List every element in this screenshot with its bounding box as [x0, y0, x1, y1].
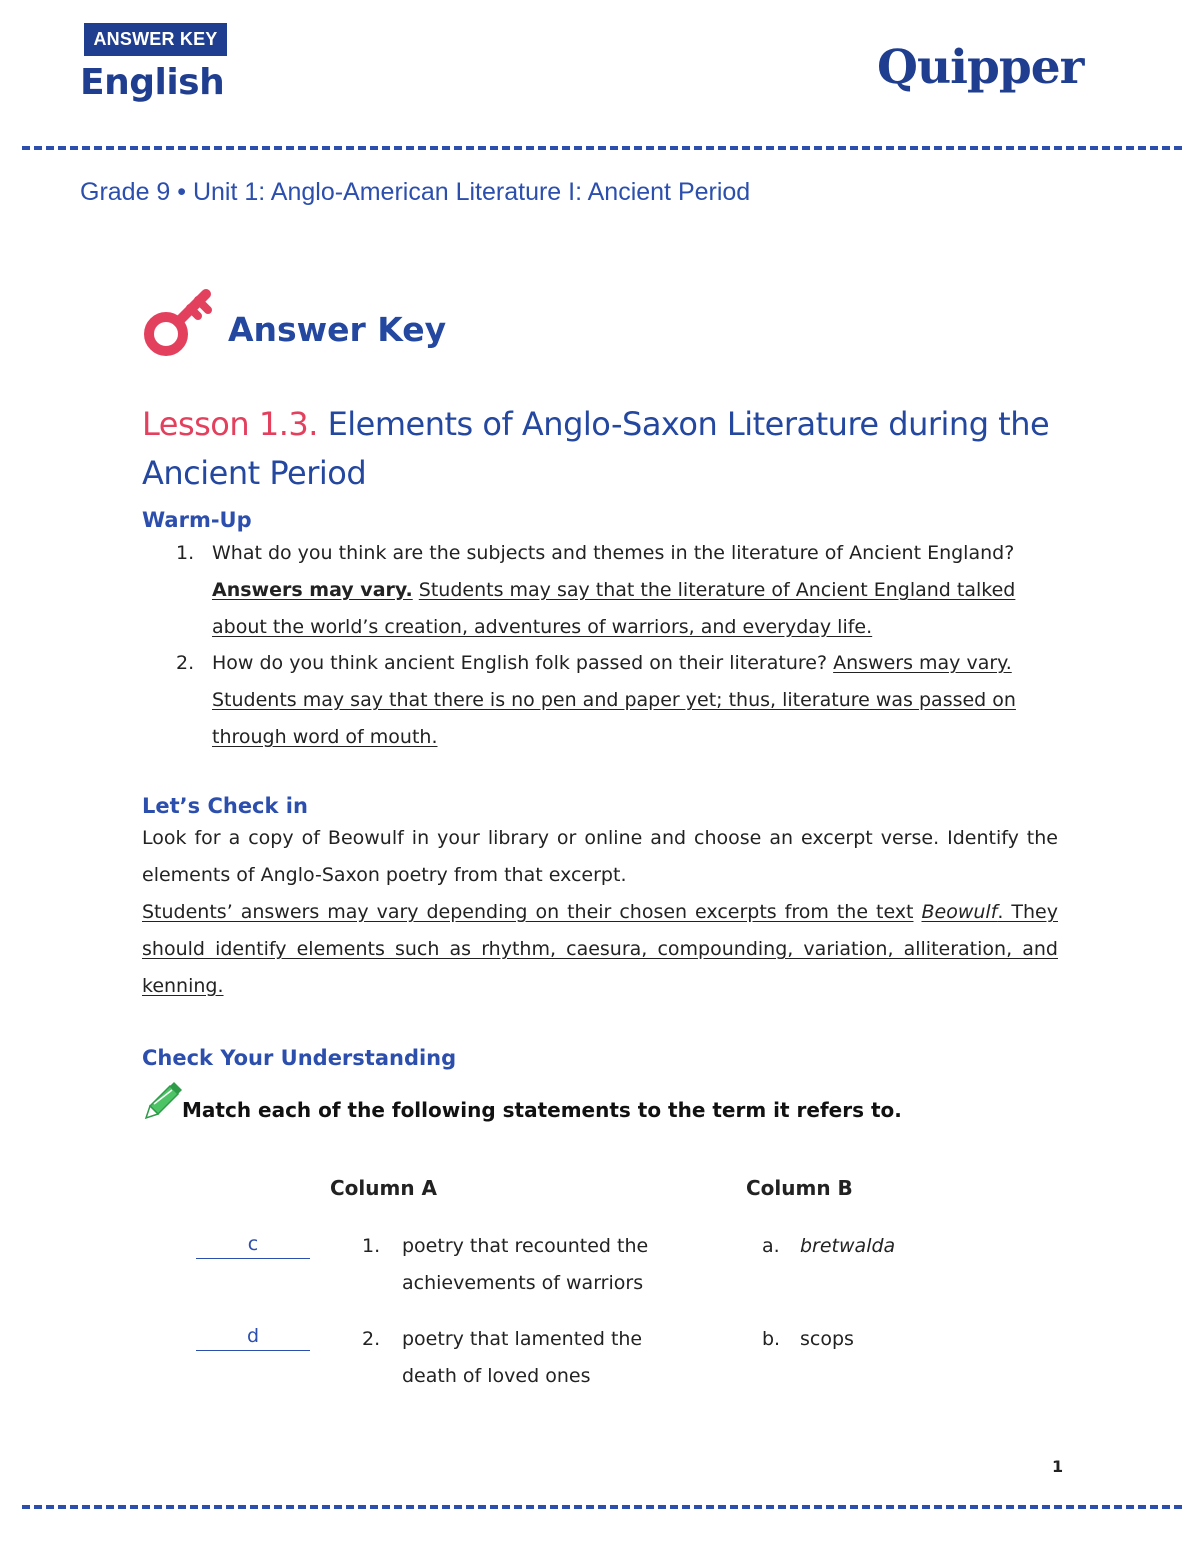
answer-blank: c: [196, 1232, 310, 1259]
answer-blank: d: [196, 1324, 310, 1351]
statement-line: achievements of warriors: [402, 1272, 644, 1294]
answer-key-badge: ANSWER KEY: [84, 23, 227, 56]
term-text: scops: [800, 1328, 854, 1350]
statement-number: 1.: [362, 1235, 381, 1257]
lesson-number: Lesson 1.3.: [142, 405, 318, 443]
statement-line: poetry that lamented the: [402, 1328, 643, 1350]
item-number: 1.: [176, 542, 195, 564]
column-a-heading: Column A: [330, 1176, 438, 1200]
quipper-logo: Quipper: [877, 40, 1084, 95]
page-number: 1: [1052, 1457, 1064, 1476]
check-in-answer: [142, 894, 1058, 1005]
footer-divider: [22, 1505, 1182, 1509]
statement-line: death of loved ones: [402, 1365, 591, 1387]
column-b-heading: Column B: [746, 1176, 853, 1200]
answer-key-title: Answer Key: [228, 310, 447, 349]
answer-title: Beowulf: [921, 901, 998, 923]
check-in-heading: Let’s Check in: [142, 794, 308, 818]
warmup-item: [176, 645, 1056, 757]
answer-text: Students may say that the literature of Ancient England talked about the world’s creation, adventures of warriors, and everyday life.: [212, 579, 1016, 638]
match-instruction: Match each of the following statements to the term it refers to.: [182, 1098, 902, 1122]
question-text: How do you think ancient English folk passed on their literature?: [212, 652, 828, 674]
lesson-name: Elements of Anglo-Saxon Literature during the Ancient Period: [142, 405, 1050, 492]
question-text: What do you think are the subjects and themes in the literature of Ancient England?: [212, 542, 1015, 564]
term-letter: a.: [762, 1235, 780, 1257]
answer-text: Students may say that there is no pen and paper yet; thus, literature was passed on through word of mouth.: [212, 689, 1016, 748]
answer-lead: Answers may vary.: [833, 652, 1012, 674]
statement-number: 2.: [362, 1328, 381, 1350]
check-in-prompt: Look for a copy of Beowulf in your library or online and choose an excerpt verse. Identify the elements of Anglo-Saxon poetry from that excerpt.: [142, 827, 1058, 886]
header-divider: [22, 146, 1182, 150]
course-breadcrumb: Grade 9 • Unit 1: Anglo-American Literature I: Ancient Period: [80, 178, 751, 206]
warmup-heading: Warm-Up: [142, 508, 252, 532]
subject-title: English: [80, 62, 225, 103]
key-icon: [140, 284, 220, 362]
answer-text-b: . They should identify elements such as rhythm, caesura, compounding, variation, alliteration, and kenning.: [142, 901, 1058, 997]
understanding-heading: Check Your Understanding: [142, 1046, 457, 1070]
statement-line: poetry that recounted the: [402, 1235, 649, 1257]
term-letter: b.: [762, 1328, 781, 1350]
pencil-icon: [142, 1080, 182, 1120]
item-text: [212, 645, 1062, 756]
warmup-item: [176, 535, 1056, 647]
lesson-title: [142, 400, 1082, 498]
answer-lead: Answers may vary.: [212, 579, 413, 601]
term-text: bretwalda: [800, 1235, 896, 1257]
item-number: 2.: [176, 652, 195, 674]
item-text: [212, 535, 1062, 646]
answer-text-a: Students’ answers may vary depending on their chosen excerpts from the text: [142, 901, 914, 923]
